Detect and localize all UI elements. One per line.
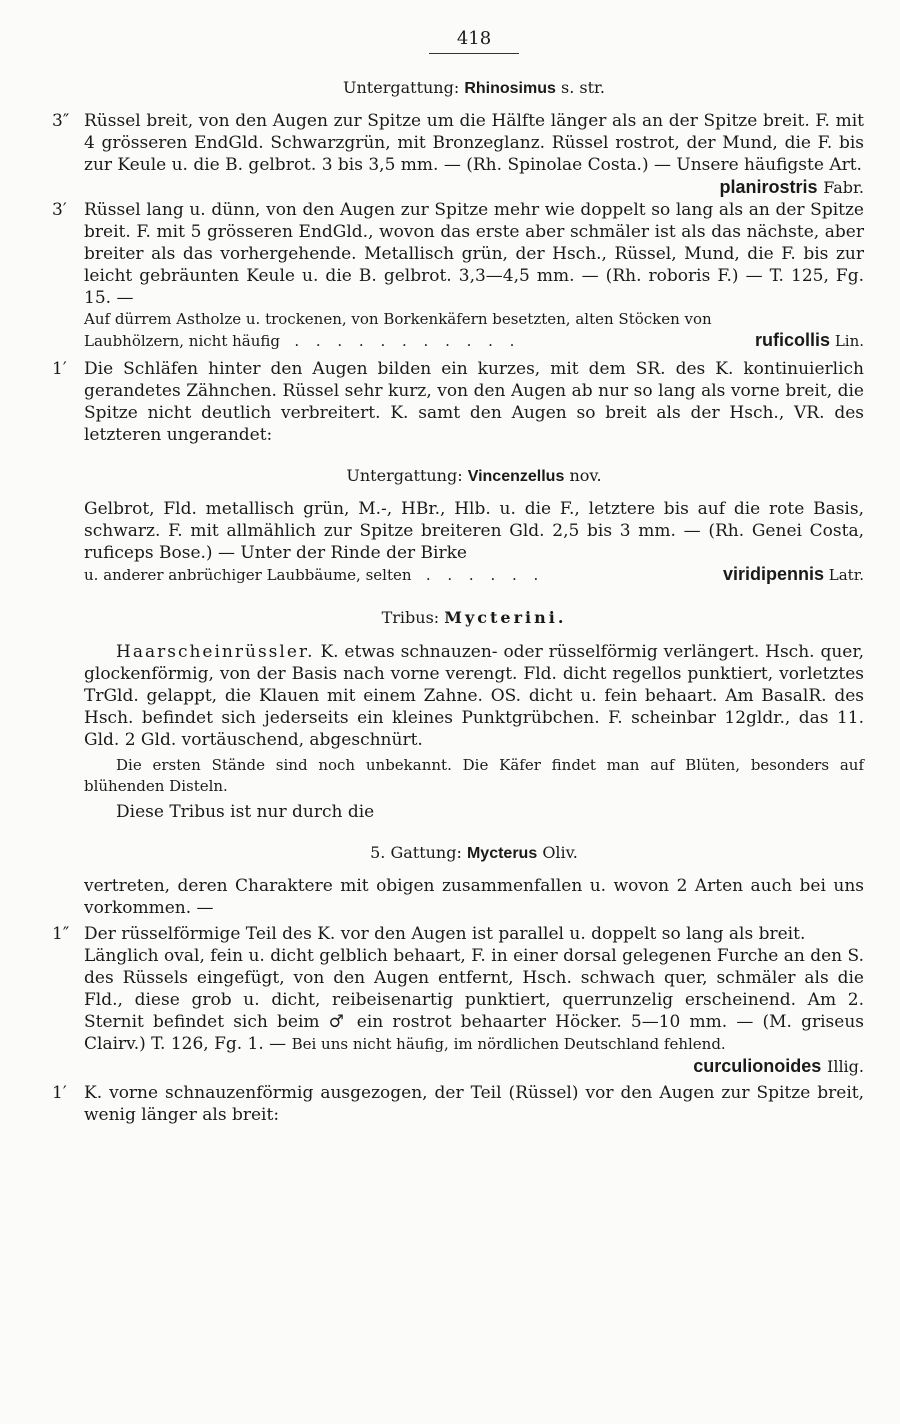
key-entry-3a xyxy=(52,110,864,176)
subgenus-heading-rhinosimus: Untergattung: Rhinosimus s. str. xyxy=(343,78,605,97)
entry-text: Der rüsselförmige Teil des K. vor den Augen ist parallel u. doppelt so lang als breit. xyxy=(84,924,806,944)
page-number-rule xyxy=(429,53,519,54)
species-curculionoides: curculionoides Illig. xyxy=(693,1056,864,1076)
species-line-viridipennis: u. anderer anbrüchiger Laubbäume, selten . . . . . . viridipennis Latr. xyxy=(84,564,864,584)
subgenus-heading-vincenzellus: Untergattung: Vincenzellus nov. xyxy=(346,466,602,485)
entry-text: K. vorne schnauzenförmig ausgezogen, der Teil (Rüssel) vor den Augen zur Spitze breit, wenig länger als breit: xyxy=(84,1083,864,1125)
species-ruficollis: ruficollis xyxy=(755,330,831,350)
genus-continuation: vertreten, deren Charaktere mit obigen zusammenfallen u. wovon 2 Arten auch bei uns vorkommen. — xyxy=(84,876,864,918)
subgenus-name: Vincenzellus xyxy=(467,468,565,485)
curculionoides-description: Länglich oval, fein u. dicht gelblich behaart, F. in einer dorsal gelegenen Furche an den S. des Rüssels eingefügt, von den Augen entfernt, Hsch. schwach quer, schmäler als die Fld., diese grob u. dicht, reibeisenartig punktiert, querrunzelig erscheinend. Am 2. Sternit befindet sich beim ♂ ein rostrot behaarter Höcker. 5—10 mm. — (M. griseus Clairv.) T. 126, Fg. 1. — Bei uns nicht häufig, im nördlichen Deutschland fehlend. xyxy=(84,946,864,1054)
key-entry-1a xyxy=(52,358,864,446)
tribus-heading: Tribus: Mycterini. xyxy=(381,608,567,627)
key-marker: 3′ xyxy=(52,200,67,220)
key-entry-3b xyxy=(52,199,864,309)
habitat-note-ruficollis: Auf dürrem Astholze u. trockenen, von Borkenkäfern besetzten, alten Stöcken von xyxy=(84,310,712,328)
tribus-name: Mycterini. xyxy=(444,608,567,627)
common-name: Haarscheinrüssler. xyxy=(116,642,315,662)
subgenus-name: Rhinosimus xyxy=(464,80,556,97)
species-line-ruficollis: Laubhölzern, nicht häufig . . . . . . . . . . . ruficollis Lin. xyxy=(84,330,864,350)
key-entry-1c xyxy=(52,1082,864,1126)
mycterini-description: Haarscheinrüssler. K. etwas schnauzen- oder rüsselförmig verlängert. Hsch. quer, glockenförmig, von der Basis nach vorne verengt. Fld. dicht regellos punktiert, vorletztes TrGld. gelappt, die Klauen mit einem Zahne. OS. dicht u. fein behaart. Am BasalR. des Hsch. befindet sich jederseits ein kleines Punktgrübchen. F. scheinbar 12gldr., das 11. Gld. 2 Gld. vortäuschend, abgeschnürt. xyxy=(84,642,864,750)
page-number: 418 xyxy=(456,28,492,49)
genus-heading-mycterus: 5. Gattung: Mycterus Oliv. xyxy=(370,843,578,862)
vincenzellus-description: Gelbrot, Fld. metallisch grün, M.-, HBr., Hlb. u. die F., letztere bis auf die rote Basis, schwarz. F. mit allmählich zur Spitze breiteren Gld. 2,5 bis 3 mm. — (Rh. Genei Costa, ruficeps Bose.) — Unter der Rinde der Birke xyxy=(84,499,864,563)
key-entry-1b xyxy=(52,923,864,945)
species-planirostris: planirostris Fabr. xyxy=(719,177,864,197)
key-marker: 3″ xyxy=(52,111,70,131)
key-marker: 1′ xyxy=(52,359,67,379)
species-viridipennis: viridipennis xyxy=(722,564,824,584)
distribution-note: Bei uns nicht häufig, im nördlichen Deutschland fehlend. xyxy=(291,1035,726,1053)
entry-text: Die Schläfen hinter den Augen bilden ein kurzes, mit dem SR. des K. kontinuierlich gerandetes Zähnchen. Rüssel sehr kurz, von den Augen ab nur so lang als vorne breit, die Spitze nicht deutlich verbreitert. K. samt den Augen so breit als der Hsch., VR. des letzteren ungerandet: xyxy=(84,359,864,445)
genus-name: Mycterus xyxy=(466,845,538,862)
key-marker: 1′ xyxy=(52,1083,67,1103)
entry-text: Rüssel breit, von den Augen zur Spitze um die Hälfte länger als an der Spitze breit. F. mit 4 grösseren EndGld. Schwarzgrün, mit Bronzeglanz. Rüssel rostrot, der Mund, die F. bis zur Keule u. die B. gelbrot. 3 bis 3,5 mm. — (Rh. Spinolae Costa.) — Unsere häufigste Art. xyxy=(84,111,864,175)
mycterini-biology-note: Die ersten Stände sind noch unbekannt. Die Käfer findet man auf Blüten, besonders auf blühenden Disteln. xyxy=(84,756,864,795)
key-marker: 1″ xyxy=(52,924,70,944)
entry-text: Rüssel lang u. dünn, von den Augen zur Spitze mehr wie doppelt so lang als an der Spitze breit. F. mit 5 grösseren EndGld., wovon das erste aber schmäler ist als das nächste, aber breiter als das vorhergehende. Metallisch grün, der Hsch., Rüssel, Mund, die F. bis zur leicht gebräunten Keule u. die B. gelbrot. 3,3—4,5 mm. — (Rh. roboris F.) — T. 125, Fg. 15. — xyxy=(84,200,864,308)
mycterini-tail: Diese Tribus ist nur durch die xyxy=(116,802,375,822)
